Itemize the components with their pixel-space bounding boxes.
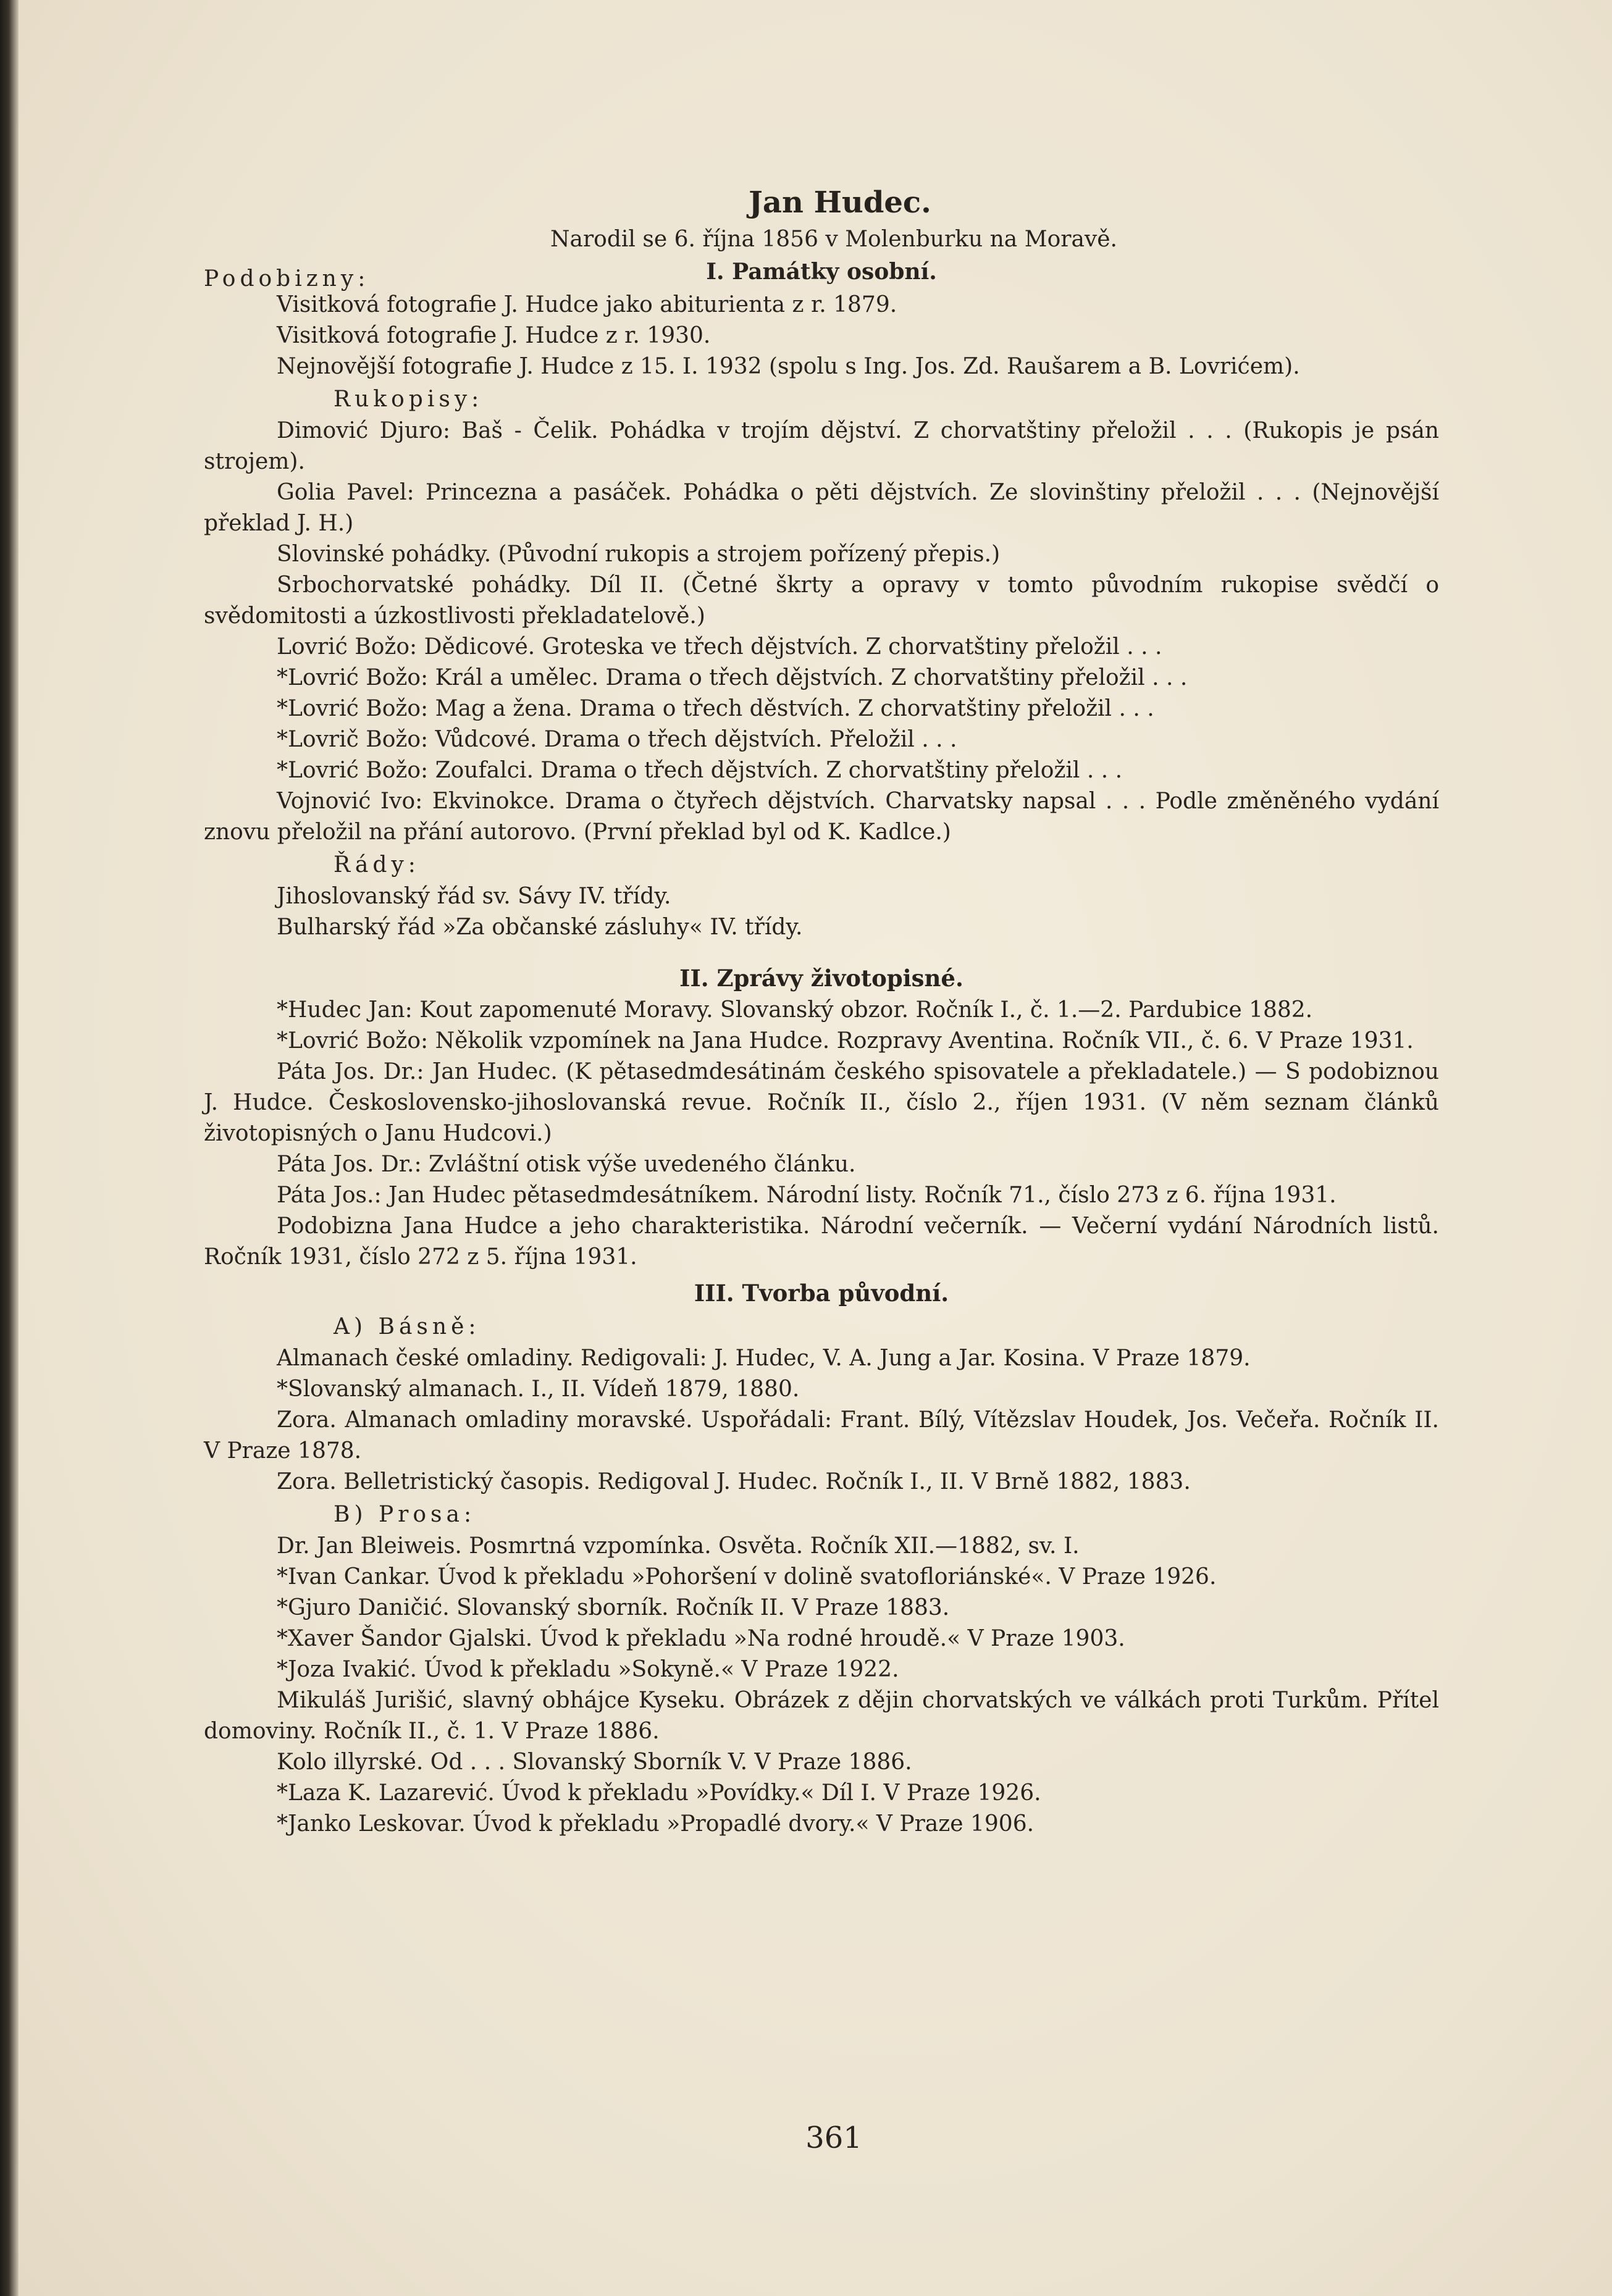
orders-list — [204, 881, 1439, 943]
list-item: Srbochorvatské pohádky. Díl II. (Četné škrty a opravy v tomto původním rukopise svědčí o svědomitosti a úzkostlivosti překladatelově.) — [204, 572, 1439, 629]
list-item: *Lovrič Božo: Vůdcové. Drama o třech dějstvích. Přeložil . . . — [277, 727, 957, 752]
poems-list — [204, 1343, 1439, 1498]
manuscripts-list — [204, 416, 1439, 848]
birth-line: Narodil se 6. října 1856 v Molenburku na Moravě. — [550, 227, 1117, 252]
portraits-label: Podobizny: — [204, 266, 370, 291]
orders-label: Řády: — [334, 852, 420, 878]
portraits-list — [204, 290, 1439, 382]
list-item: *Lovrić Božo: Král a umělec. Drama o třech dějstvích. Z chorvatštiny přeložil . . . — [277, 665, 1188, 690]
list-item: Zora. Belletristický časopis. Redigoval J. Hudec. Ročník I., II. V Brně 1882, 1883. — [277, 1469, 1191, 1494]
list-item: *Janko Leskovar. Úvod k překladu »Propadlé dvory.« V Praze 1906. — [277, 1811, 1035, 1837]
prose-list — [204, 1531, 1439, 1840]
list-item: Jihoslovanský řád sv. Sávy IV. třídy. — [277, 884, 671, 909]
list-item: *Xaver Šandor Gjalski. Úvod k překladu »Na rodné hroudě.« V Praze 1903. — [277, 1626, 1125, 1651]
list-item: Vojnović Ivo: Ekvinokce. Drama o čtyřech dějstvích. Charvatsky napsal . . . Podle změněného vydání znovu přeložil na přání autorovo. (První překlad byl od K. Kadlce.) — [204, 789, 1439, 845]
page-title: Jan Hudec. — [749, 185, 931, 220]
list-item: *Slovanský almanach. I., II. Vídeň 1879, 1880. — [277, 1376, 800, 1402]
list-item: Dimović Djuro: Baš - Čelik. Pohádka v trojím dějství. Z chorvatštiny přeložil . . . (Rukopis je psán strojem). — [204, 418, 1439, 474]
list-item: Mikuláš Jurišić, slavný obhájce Kyseku. Obrázek z dějin chorvatských ve válkách proti Turkům. Přítel domoviny. Ročník II., č. 1. V Praze 1886. — [204, 1688, 1439, 1744]
list-item: *Lovrić Božo: Několik vzpomínek na Jana Hudce. Rozpravy Aventina. Ročník VII., č. 6. V Praze 1931. — [277, 1028, 1414, 1054]
section-1-header — [204, 256, 1439, 290]
list-item: Visitková fotografie J. Hudce jako abiturienta z r. 1879. — [277, 292, 897, 317]
section-1-heading: I. Památky osobní. — [706, 259, 937, 285]
biography-list — [204, 995, 1439, 1273]
list-item: Zora. Almanach omladiny moravské. Uspořádali: Frant. Bílý, Vítězslav Houdek, Jos. Večeřa. Ročník II. V Praze 1878. — [204, 1407, 1439, 1464]
list-item: Almanach české omladiny. Redigovali: J. Hudec, V. A. Jung a Jar. Kosina. V Praze 1879. — [277, 1346, 1251, 1371]
list-item: Bulharský řád »Za občanské zásluhy« IV. třídy. — [277, 915, 803, 940]
list-item: *Ivan Cankar. Úvod k překladu »Pohoršení v dolině svatofloriánské«. V Praze 1926. — [277, 1564, 1217, 1590]
list-item: Páta Jos. Dr.: Zvláštní otisk výše uvedeného článku. — [277, 1152, 856, 1177]
manuscripts-label: Rukopisy: — [334, 387, 484, 412]
list-item: Visitková fotografie J. Hudce z r. 1930. — [277, 323, 711, 348]
page-number: 361 — [805, 2121, 862, 2155]
page-content — [204, 182, 1439, 1840]
prose-label: B) Prosa: — [334, 1502, 476, 1527]
list-item: Slovinské pohádky. (Původní rukopis a strojem pořízený přepis.) — [277, 542, 1001, 567]
list-item: Páta Jos.: Jan Hudec pětasedmdesátníkem. Národní listy. Ročník 71., číslo 273 z 6. října 1931. — [277, 1183, 1337, 1208]
poems-label: A) Básně: — [334, 1314, 481, 1339]
list-item: *Lovrić Božo: Zoufalci. Drama o třech dějstvích. Z chorvatštiny přeložil . . . — [277, 758, 1123, 783]
page — [19, 0, 1612, 2296]
book-binding-edge — [0, 0, 19, 2296]
list-item: Lovrić Božo: Dědicové. Groteska ve třech dějstvích. Z chorvatštiny přeložil . . . — [277, 634, 1162, 660]
list-item: *Lovrić Božo: Mag a žena. Drama o třech děstvích. Z chorvatštiny přeložil . . . — [277, 696, 1154, 721]
section-3-heading: III. Tvorba původní. — [694, 1280, 949, 1307]
list-item: Dr. Jan Bleiweis. Posmrtná vzpomínka. Osvěta. Ročník XII.—1882, sv. I. — [277, 1533, 1080, 1559]
list-item: *Joza Ivakić. Úvod k překladu »Sokyně.« V Praze 1922. — [277, 1657, 899, 1682]
list-item: Podobizna Jana Hudce a jeho charakteristika. Národní večerník. — Večerní vydání Národních listů. Ročník 1931, číslo 272 z 5. října 1931. — [204, 1213, 1439, 1270]
section-2-heading: II. Zprávy životopisné. — [679, 965, 963, 992]
list-item: Nejnovější fotografie J. Hudce z 15. I. 1932 (spolu s Ing. Jos. Zd. Raušarem a B. Lovrićem). — [277, 354, 1300, 379]
list-item: *Laza K. Lazarević. Úvod k překladu »Povídky.« Díl I. V Praze 1926. — [277, 1780, 1041, 1806]
list-item: Páta Jos. Dr.: Jan Hudec. (K pětasedmdesátinám českého spisovatele a překladatele.) — S podobiznou J. Hudce. Československo-jihoslovanská revue. Ročník II., číslo 2., říjen 1931. (V něm seznam článků životopisných o Janu Hudcovi.) — [204, 1059, 1439, 1146]
list-item: *Gjuro Daničić. Slovanský sborník. Ročník II. V Praze 1883. — [277, 1595, 950, 1620]
list-item: *Hudec Jan: Kout zapomenuté Moravy. Slovanský obzor. Ročník I., č. 1.—2. Pardubice 1882. — [277, 997, 1313, 1023]
list-item: Kolo illyrské. Od . . . Slovanský Sborník V. V Praze 1886. — [277, 1749, 912, 1775]
list-item: Golia Pavel: Princezna a pasáček. Pohádka o pěti dějstvích. Ze slovinštiny přeložil . . . (Nejnovější překlad J. H.) — [204, 480, 1439, 536]
